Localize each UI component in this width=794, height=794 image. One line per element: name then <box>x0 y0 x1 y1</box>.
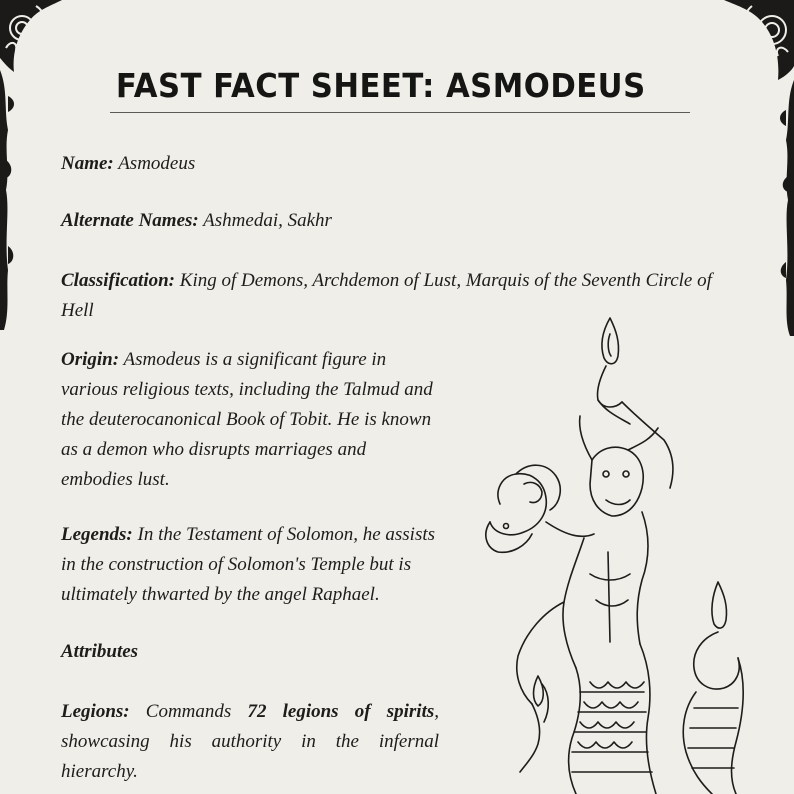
legends-value: In the Testament of Solomon, he assists in the construction of Solomon's Temple but is ultimately thwarted by the angel Raphael. <box>61 524 436 605</box>
origin-label: Origin: <box>61 349 120 370</box>
name-value: Asmodeus <box>118 153 196 174</box>
origin-field <box>61 345 439 495</box>
legions-value-strong: 72 legions of spirits <box>247 701 435 722</box>
asmodeus-illustration-icon <box>480 312 780 794</box>
name-field <box>61 149 721 179</box>
legions-value-post: , showcasing his authority in the infernal hierarchy. <box>61 701 439 782</box>
attributes-heading <box>61 637 439 667</box>
alternate-names-field <box>61 206 721 236</box>
origin-value: Asmodeus is a significant figure in various religious texts, including the Talmud and the deuterocanonical Book of Tobit. He is known as a demon who disrupts marriages and embodies lust. <box>61 349 433 490</box>
alternate-names-value: Ashmedai, Sakhr <box>203 210 332 231</box>
classification-label: Classification: <box>61 270 176 291</box>
corner-ornament-left-icon <box>0 0 70 340</box>
legions-field <box>61 697 439 787</box>
alternate-names-label: Alternate Names: <box>61 210 199 231</box>
page-title: FAST FACT SHEET: ASMODEUS <box>115 66 646 105</box>
legions-value-pre: Commands <box>145 701 248 722</box>
legends-label: Legends: <box>61 524 133 545</box>
title-divider <box>110 112 690 113</box>
legions-label: Legions: <box>61 701 130 722</box>
classification-value: King of Demons, Archdemon of Lust, Marquis of the Seventh Circle of Hell <box>61 270 712 321</box>
name-label: Name: <box>61 153 114 174</box>
legends-field <box>61 520 439 610</box>
attributes-heading-text: Attributes <box>61 641 139 662</box>
